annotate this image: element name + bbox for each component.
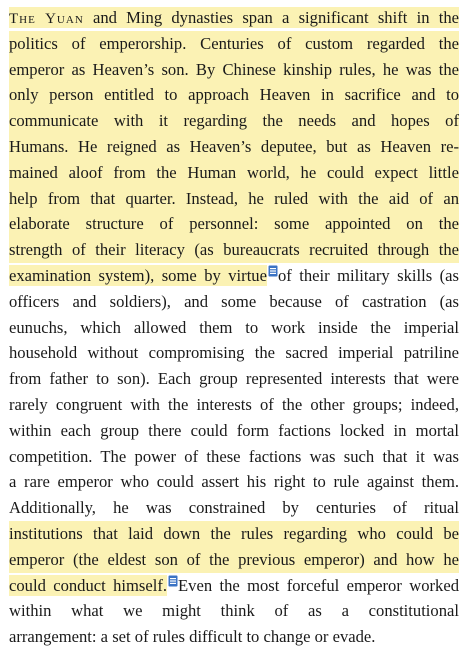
text-line — [9, 263, 459, 289]
text-line-last — [9, 624, 459, 650]
text-line-highlighted[interactable] — [9, 521, 459, 547]
line-text: emperor as Heaven’s son. By Chinese kinship rules, he was the — [9, 59, 459, 79]
text-line — [9, 573, 459, 599]
text-line — [9, 366, 459, 392]
highlight[interactable]: could conduct himself. — [9, 575, 168, 595]
line-text: competition. The power of these factions was such that it was — [9, 446, 459, 466]
line-text: emperor (the eldest son of the previous emperor) and how he — [9, 549, 459, 569]
text-line-highlighted[interactable] — [9, 237, 459, 263]
reader-page — [9, 5, 459, 650]
text-line-highlighted[interactable] — [9, 134, 459, 160]
line-text: elaborate structure of personnel: some appointed on the — [9, 214, 459, 234]
line-text: household without compromising the sacred imperial patriline — [9, 343, 459, 363]
line-text: and Ming dynasties span a significant shift in the — [83, 8, 459, 27]
text-line — [9, 5, 459, 31]
line-text: institutions that laid down the rules regarding who could be — [9, 523, 459, 543]
text-line — [9, 340, 459, 366]
highlight[interactable]: examination system), some by virtue — [9, 265, 267, 285]
line-text: Additionally, he was constrained by centuries of ritual — [9, 498, 459, 518]
line-text: Even the most forceful emperor worked — [178, 575, 459, 595]
text-line-highlighted[interactable] — [9, 211, 459, 237]
line-text: only person entitled to approach Heaven in sacrifice and to — [9, 85, 459, 105]
text-line-highlighted[interactable] — [9, 82, 459, 108]
line-text: of their military skills (as — [277, 265, 459, 285]
line-text: a rare emperor who could assert his right to rule against them. — [9, 472, 459, 492]
note-icon[interactable] — [168, 575, 178, 587]
line-text: communicate with it regarding the needs and hopes of — [9, 111, 459, 131]
text-line-highlighted[interactable] — [9, 547, 459, 573]
text-line-highlighted[interactable] — [9, 160, 459, 186]
chapter-opening-smallcaps: The Yuan — [9, 11, 84, 27]
text-line-highlighted[interactable] — [9, 57, 459, 83]
text-line — [9, 392, 459, 418]
highlight[interactable] — [9, 7, 459, 28]
line-text: Humans. He reigned as Heaven’s deputee, but as Heaven re- — [9, 136, 459, 156]
line-text: arrangement: a set of rules difficult to change or evade. — [9, 627, 376, 647]
line-text: mained aloof from the Human world, he could expect little — [9, 162, 459, 182]
text-line — [9, 315, 459, 341]
text-line-highlighted[interactable] — [9, 108, 459, 134]
line-text: within each group there could form factions locked in mortal — [9, 420, 459, 440]
line-text: within what we might think of as a constitutional — [9, 601, 459, 621]
text-line — [9, 469, 459, 495]
text-line-highlighted[interactable] — [9, 186, 459, 212]
note-icon[interactable] — [268, 265, 278, 277]
line-text: eunuchs, which allowed them to work inside the imperial — [9, 317, 459, 337]
line-text: rarely congruent with the interests of the other groups; indeed, — [9, 394, 459, 414]
line-text: help from that quarter. Instead, he ruled with the aid of an — [9, 188, 459, 208]
line-text: from father to son). Each group represented interests that were — [9, 369, 459, 389]
line-text: politics of emperorship. Centuries of custom regarded the — [9, 33, 459, 53]
text-line — [9, 289, 459, 315]
line-text: officers and soldiers), and some because of castration (as — [9, 291, 459, 311]
text-line — [9, 495, 459, 521]
text-line-highlighted[interactable] — [9, 31, 459, 57]
text-line — [9, 444, 459, 470]
text-line — [9, 598, 459, 624]
line-text: strength of their literacy (as bureaucrats recruited through the — [9, 240, 459, 260]
text-line — [9, 418, 459, 444]
